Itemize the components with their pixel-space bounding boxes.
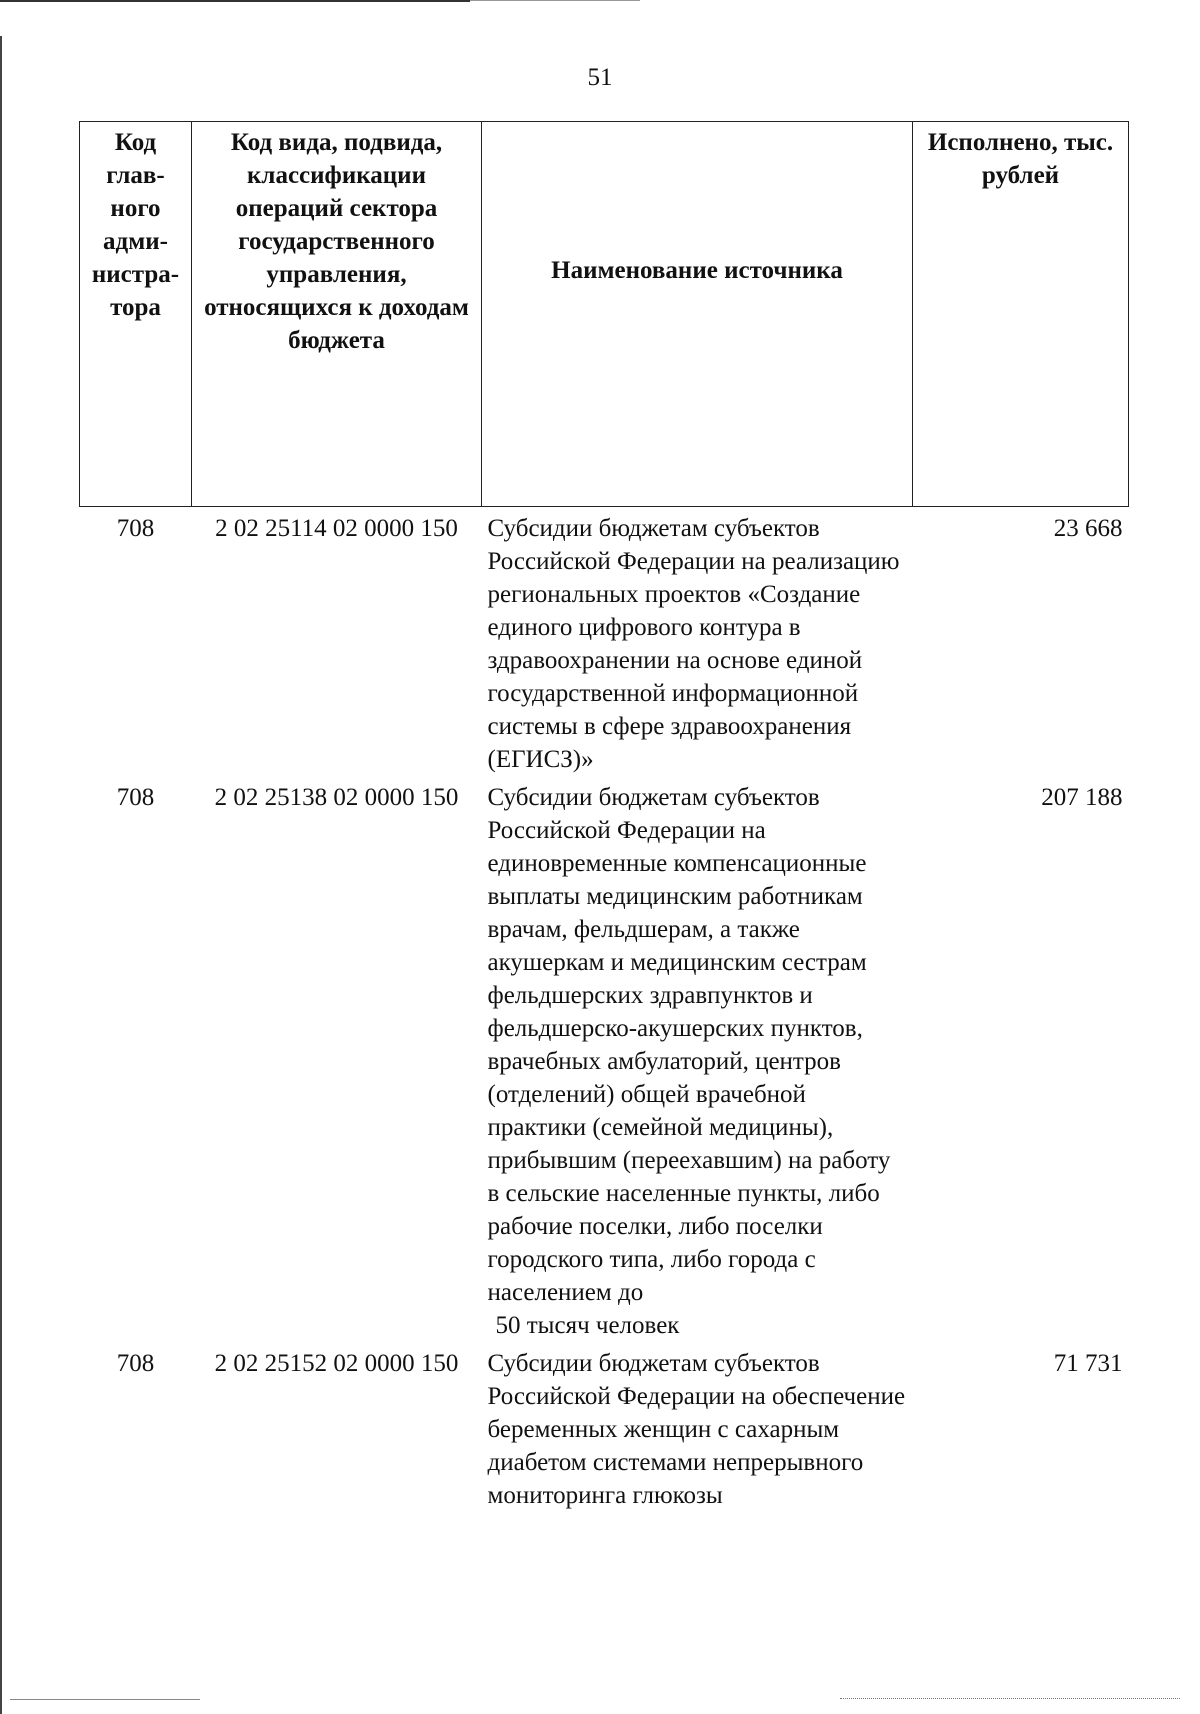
scan-edge-bottom-right [840,1698,1180,1700]
scan-edge-top [0,0,470,2]
table-header-row [80,122,1129,507]
source-name-cell: Субсидии бюджетам субъектов Российской Федерации на обеспечение беременных женщин с сахарным диабетом системами непрерывного мониторинга глюкозы [487,1350,906,1509]
classification-code-cell: 2 02 25138 02 0000 150 [214,784,459,811]
table-row [80,776,1129,1342]
classification-code-cell: 2 02 25114 02 0000 150 [215,515,458,542]
classification-code-cell: 2 02 25152 02 0000 150 [214,1350,459,1377]
source-name-cell [482,776,913,1342]
scan-edge-top-faint [470,0,640,1]
admin-code-cell: 708 [116,1350,155,1377]
source-name-text: Субсидии бюджетам субъектов Российской Федерации на единовременные компенсационные выплаты медицинским работникам врачам, фельдшерам, а также акушеркам и медицинским сестрам фельдшерских здравпунктов и фельдшерско-акушерских пунктов, врачебных амбулаторий, центров (отделений) общей врачебной практики (семейной медицины), прибывшим (переехавшим) на работу в сельские населенные пункты, либо рабочие поселки, либо поселки городского типа, либо города с населением до [487,784,891,1306]
scan-edge-left [0,36,2,1714]
admin-code-cell: 708 [116,515,155,542]
amount-cell: 207 188 [1041,784,1123,811]
source-name-tail: 50 тысяч человек [495,1312,680,1339]
header-executed-amount: Исполнено, тыс. рублей [913,122,1129,507]
scan-edge-bottom-left [10,1699,200,1700]
revenue-table [79,121,1129,1512]
amount-cell: 23 668 [1053,515,1123,542]
source-name-cell: Субсидии бюджетам субъектов Российской Федерации на реализацию региональных проектов «Создание единого цифрового контура в здравоохранении на основе единой государственной информационной системы в сфере здравоохранения (ЕГИСЗ)» [487,515,900,773]
admin-code-cell: 708 [116,784,155,811]
header-classification-code: Код вида, подвида, классификации операций сектора государственного управления, относящихся к доходам бюджета [192,122,482,507]
table-row [80,507,1129,777]
header-admin-code: Код глав- ного адми- нистра- тора [80,122,192,507]
page-number: 51 [587,64,613,91]
header-source-name: Наименование источника [482,122,913,507]
amount-cell: 71 731 [1053,1350,1123,1377]
table-row [80,1342,1129,1512]
